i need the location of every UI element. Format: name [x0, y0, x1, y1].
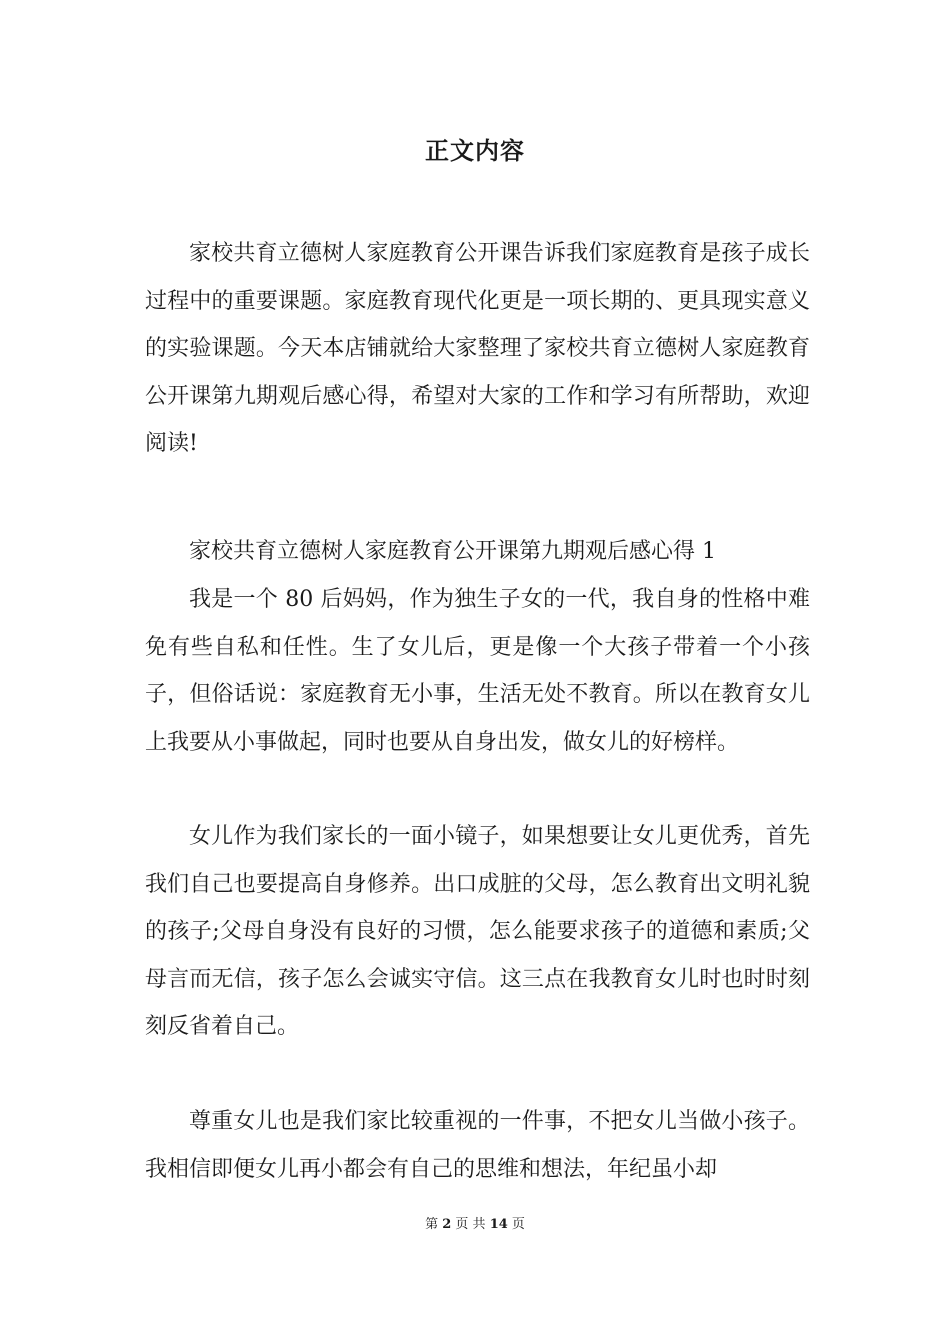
- body-paragraph-1: 我是一个 80 后妈妈，作为独生子女的一代，我自身的性格中难免有些自私和任性。生了女儿后，更是像一个大孩子带着一个小孩子，但俗话说：家庭教育无小事，生活无处不教育。所以在教育女儿上我要从小事做起，同时也要从自身出发，做女儿的好榜样。: [145, 587, 810, 755]
- intro-paragraph: 家校共育立德树人家庭教育公开课告诉我们家庭教育是孩子成长过程中的重要课题。家庭教育现代化更是一项长期的、更具现实意义的实验课题。今天本店铺就给大家整理了家校共育立德树人家庭教育公开课第九期观后感心得，希望对大家的工作和学习有所帮助，欢迎阅读!: [145, 241, 810, 456]
- section-heading: 家校共育立德树人家庭教育公开课第九期观后感心得 1: [189, 539, 716, 564]
- footer-suffix: 页: [511, 1217, 525, 1232]
- footer-middle: 页 共: [455, 1217, 486, 1232]
- body-paragraph-3: 尊重女儿也是我们家比较重视的一件事，不把女儿当做小孩子。我相信即便女儿再小都会有自己的思维和想法，年纪虽小却: [145, 1109, 810, 1182]
- page-title: 正文内容: [425, 136, 525, 165]
- footer-prefix: 第: [425, 1217, 439, 1232]
- body-paragraph-2: 女儿作为我们家长的一面小镜子，如果想要让女儿更优秀，首先我们自己也要提高自身修养。出口成脏的父母，怎么教育出文明礼貌的孩子;父母自身没有良好的习惯，怎么能要求孩子的道德和素质;父母言而无信，孩子怎么会诚实守信。这三点在我教育女儿时也时时刻刻反省着自己。: [145, 824, 810, 1039]
- footer-current-page: 2: [442, 1217, 452, 1232]
- page-footer: [0, 1215, 950, 1235]
- footer-total-pages: 14: [489, 1217, 508, 1232]
